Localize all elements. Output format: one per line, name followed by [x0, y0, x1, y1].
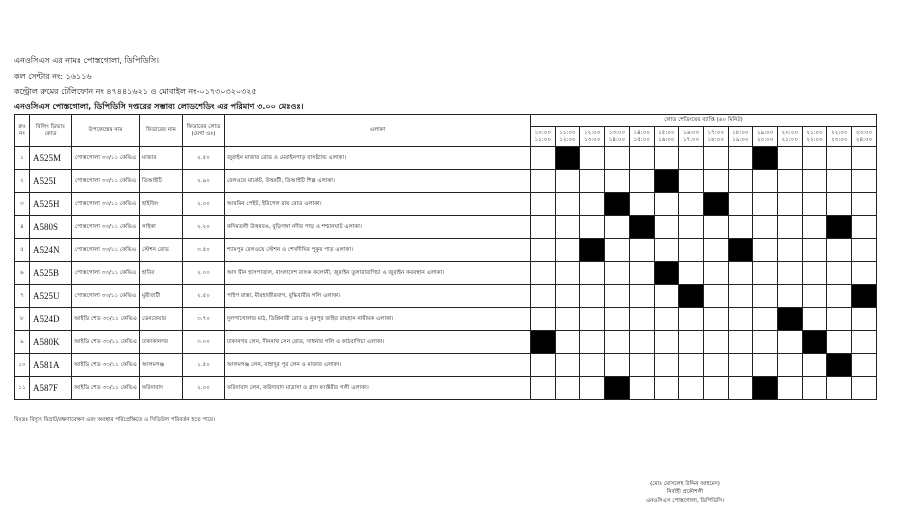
area-description: আরমিন পেইট, ইরিগেল রায় রোড এলাকা। [225, 193, 531, 216]
shed-slot-empty [605, 239, 630, 262]
shed-slot-active [827, 354, 852, 377]
shed-slot-active [703, 193, 728, 216]
shed-slot-empty [629, 170, 654, 193]
feeder-load: ২.০০ [183, 193, 225, 216]
shed-slot-empty [753, 262, 778, 285]
shed-slot-empty [531, 193, 556, 216]
shed-slot-active [580, 239, 605, 262]
shed-slot-empty [852, 377, 877, 400]
feeder-name: আলমগঞ্জ [140, 354, 183, 377]
slot-start: ১৫:০০ [658, 130, 675, 137]
row-serial: ৭ [15, 285, 30, 308]
slot-end: ১২:০০ [559, 136, 576, 143]
shed-slot-empty [753, 239, 778, 262]
slot-start: ১২:০০ [584, 130, 601, 137]
feeder-name: হাবিব [140, 262, 183, 285]
shed-slot-empty [555, 216, 580, 239]
feeder-name: মুরীতাটী [140, 285, 183, 308]
shed-slot-empty [778, 354, 803, 377]
shed-slot-empty [679, 147, 704, 170]
substation-name: আইডি শেড ৩৩/১১ কেভিএ [72, 377, 140, 400]
header-load: ফিডারের লোড (মেগা ওঃ) [183, 115, 225, 147]
feeder-load: ২.৫০ [183, 147, 225, 170]
slot-end: ২১:০০ [781, 136, 799, 143]
signatory-office: এনওসিএস পোস্তগোলা, ডিপিডিসি। [645, 497, 725, 504]
shed-slot-active [555, 147, 580, 170]
row-serial: ৫ [15, 239, 30, 262]
shed-slot-empty [802, 193, 827, 216]
shed-slot-empty [827, 285, 852, 308]
slot-start: ১৯:০০ [756, 130, 774, 137]
slot-end: ২৩:০০ [831, 136, 848, 143]
shed-slot-empty [753, 285, 778, 308]
time-slot-header [654, 127, 679, 147]
shed-slot-empty [852, 170, 877, 193]
area-description: দুলপাখোলার মাঠ, ডিপ্লিনারী রোড ও নুরপুর জহির রায়হান নামীমক এলাকা। [225, 308, 531, 331]
shed-slot-empty [703, 285, 728, 308]
shed-slot-empty [852, 193, 877, 216]
shed-slot-empty [531, 377, 556, 400]
shed-slot-empty [555, 239, 580, 262]
shed-slot-empty [728, 285, 753, 308]
shed-slot-empty [802, 308, 827, 331]
shed-slot-empty [654, 193, 679, 216]
shed-slot-empty [654, 308, 679, 331]
shed-slot-empty [580, 377, 605, 400]
shed-slot-empty [654, 216, 679, 239]
area-description: আদ দ্বীন হাসপাতাল, বাংলাদেশ ব্যাংক কলোনী, জুরাইন তুলারাবাগিচা ও জুরাইন কবরস্থান এলাকা। [225, 262, 531, 285]
table-row [15, 331, 877, 354]
header-code: বিলিং ডিভাঃ কোড [30, 115, 72, 147]
feeder-load: ২.২০ [183, 216, 225, 239]
shed-slot-empty [802, 239, 827, 262]
area-description: জুরাইন মাজার রোড ও মেরাইনপাড় বাসষ্ট্যান্ড এলাকা। [225, 147, 531, 170]
table-row [15, 170, 877, 193]
slot-end: ২৪:০০ [855, 136, 873, 143]
shed-slot-empty [654, 285, 679, 308]
billing-code: A525I [30, 170, 72, 193]
area-description: শ্যামপুর রেলওয়ে স্টেশন ও শেখদীঘির পুকুর পাড় এলাকা। [225, 239, 531, 262]
shed-slot-empty [703, 216, 728, 239]
shed-slot-empty [555, 331, 580, 354]
office-name: এনওসিএস এর নামঃ পোস্তগোলা, ডিপিডিসি। [14, 56, 160, 65]
shed-slot-empty [654, 354, 679, 377]
shed-slot-empty [827, 262, 852, 285]
shed-slot-empty [778, 193, 803, 216]
billing-code: A525B [30, 262, 72, 285]
area-description: রেলওয়ে মার্কেট, উত্তরটী, ডিআইটি শিল্প এলাকা। [225, 170, 531, 193]
call-center: কল সেন্টার নং: ১৬১১৬ [14, 72, 92, 81]
shed-slot-empty [605, 285, 630, 308]
shed-slot-empty [753, 308, 778, 331]
shed-slot-active [802, 331, 827, 354]
table-row [15, 262, 877, 285]
shed-slot-empty [629, 262, 654, 285]
shed-slot-active [654, 262, 679, 285]
footnote: বিঃদ্রঃ বিদ্যুৎ বিভ্রাট/রক্ষণাবেক্ষণ এবং অবস্থার পরিপ্রেক্ষিতে এ সিডিউল পরিবর্তন হতে পারে। [14, 417, 215, 423]
shed-slot-empty [629, 239, 654, 262]
substation-name: পোস্তগোলা ৩৩/১১ কেভিএ [72, 285, 140, 308]
time-slot-header [802, 127, 827, 147]
shed-slot-empty [703, 331, 728, 354]
slot-end: ২২:০০ [806, 136, 823, 143]
slot-end: ২০:০০ [756, 136, 774, 143]
shed-slot-empty [802, 354, 827, 377]
shed-slot-empty [629, 147, 654, 170]
shed-slot-empty [605, 308, 630, 331]
shed-slot-empty [629, 331, 654, 354]
signature-block [610, 480, 760, 505]
feeder-name: সাইকা [140, 216, 183, 239]
billing-code: A525M [30, 147, 72, 170]
shed-slot-active [605, 193, 630, 216]
shed-slot-empty [728, 216, 753, 239]
billing-code: A581A [30, 354, 72, 377]
slot-start: ১৪:০০ [633, 130, 650, 137]
shed-slot-empty [827, 239, 852, 262]
feeder-load: ২.৫০ [183, 285, 225, 308]
shed-slot-empty [555, 377, 580, 400]
row-serial: ১০ [15, 354, 30, 377]
slot-start: ২৩:০০ [855, 130, 873, 137]
header-area: এলাকা [225, 115, 531, 147]
feeder-load: ৩.৭০ [183, 308, 225, 331]
billing-code: A524D [30, 308, 72, 331]
substation-name: পোস্তগোলা ৩৩/১১ কেভিএ [72, 262, 140, 285]
shed-slot-empty [605, 147, 630, 170]
shed-slot-empty [728, 354, 753, 377]
substation-name: পোস্তগোলা ৩৩/১১ কেভিএ [72, 170, 140, 193]
signatory-title: নির্বাহী প্রকৌশলী [666, 489, 704, 496]
shed-slot-empty [728, 308, 753, 331]
shed-slot-empty [531, 216, 556, 239]
shed-slot-empty [580, 170, 605, 193]
feeder-name: ডেনফেয়ার [140, 308, 183, 331]
time-slot-header [531, 127, 556, 147]
shed-slot-empty [580, 193, 605, 216]
table-row [15, 147, 877, 170]
shed-slot-empty [852, 239, 877, 262]
shed-slot-empty [605, 262, 630, 285]
shed-slot-empty [703, 377, 728, 400]
shed-slot-empty [753, 331, 778, 354]
shed-slot-empty [778, 170, 803, 193]
substation-name: পোস্তগোলা ৩৩/১১ কেভিএ [72, 239, 140, 262]
shed-slot-empty [827, 147, 852, 170]
substation-name: আইডি শেড ৩৩/১১ কেভিএ [72, 308, 140, 331]
table-row [15, 285, 877, 308]
slot-start: ১৬:০০ [682, 130, 700, 137]
time-slot-header [605, 127, 630, 147]
time-slot-header [580, 127, 605, 147]
shed-slot-active [654, 170, 679, 193]
billing-code: A524N [30, 239, 72, 262]
shed-slot-empty [852, 354, 877, 377]
shed-slot-empty [605, 170, 630, 193]
feeder-name: ডিআইটি [140, 170, 183, 193]
shed-slot-empty [778, 377, 803, 400]
row-serial: ১১ [15, 377, 30, 400]
shed-slot-empty [679, 262, 704, 285]
billing-code: A587F [30, 377, 72, 400]
shed-slot-empty [555, 170, 580, 193]
row-serial: ২ [15, 170, 30, 193]
substation-name: পোস্তগোলা ৩৩/১১ কেভিএ [72, 147, 140, 170]
slot-end: ১৩:০০ [584, 136, 601, 143]
table-row [15, 239, 877, 262]
shed-slot-empty [778, 147, 803, 170]
shed-slot-empty [580, 331, 605, 354]
shed-slot-empty [827, 308, 852, 331]
shed-slot-empty [531, 147, 556, 170]
feeder-load: ২.০০ [183, 377, 225, 400]
shed-slot-empty [654, 147, 679, 170]
slot-start: ২০:০০ [781, 130, 799, 137]
shed-slot-empty [827, 377, 852, 400]
shed-slot-active [605, 377, 630, 400]
area-description: কদিমতলী উত্তরবঙ, বুড়িগঙ্গা নদীর পাড় ও শশ্মানঘাট এলাকা। [225, 216, 531, 239]
shed-slot-empty [802, 262, 827, 285]
shed-slot-empty [580, 216, 605, 239]
loadshedding-table [14, 114, 877, 400]
shed-slot-empty [679, 377, 704, 400]
table-row [15, 377, 877, 400]
shed-slot-active [852, 285, 877, 308]
shed-slot-empty [531, 170, 556, 193]
shed-slot-empty [778, 285, 803, 308]
header-feeder: ফিডারের নাম [140, 115, 183, 147]
shed-slot-empty [555, 285, 580, 308]
shed-slot-empty [555, 308, 580, 331]
slot-start: ১৮:০০ [732, 130, 749, 137]
shed-slot-active [753, 377, 778, 400]
shed-slot-empty [778, 216, 803, 239]
shed-slot-empty [629, 193, 654, 216]
shed-slot-empty [654, 239, 679, 262]
feeder-load: ২.৯০ [183, 170, 225, 193]
shed-slot-empty [802, 377, 827, 400]
time-slot-header [703, 127, 728, 147]
feeder-name: মাজার [140, 147, 183, 170]
shed-slot-empty [531, 354, 556, 377]
shed-slot-active [728, 239, 753, 262]
shed-slot-empty [753, 216, 778, 239]
shed-slot-empty [654, 377, 679, 400]
shed-slot-empty [728, 377, 753, 400]
shed-slot-empty [728, 170, 753, 193]
substation-name: আইডি শেড ৩৩/১১ কেভিএ [72, 331, 140, 354]
billing-code: A525H [30, 193, 72, 216]
feeder-name: হাইজিং [140, 193, 183, 216]
shed-slot-empty [679, 216, 704, 239]
shed-slot-empty [531, 285, 556, 308]
shed-slot-empty [679, 170, 704, 193]
shed-slot-empty [531, 308, 556, 331]
shed-slot-empty [679, 331, 704, 354]
shed-slot-empty [555, 262, 580, 285]
shed-slot-empty [802, 285, 827, 308]
shed-slot-active [753, 147, 778, 170]
area-description: ফরিদাবাদ লেন, ফরিদাবাদ মাদ্রাসা ও গ্লাস ফ্যাক্টরীর গলী এলাকা। [225, 377, 531, 400]
shed-slot-active [629, 216, 654, 239]
table-row [15, 193, 877, 216]
shed-slot-active [827, 216, 852, 239]
time-slot-header [778, 127, 803, 147]
shed-slot-empty [827, 170, 852, 193]
shed-slot-empty [531, 239, 556, 262]
substation-name: পোস্তগোলা ৩৩/১১ কেভিএ [72, 193, 140, 216]
shed-slot-empty [580, 354, 605, 377]
signatory-name: (মোঃ মোসলেহ উদ্দিন আহমেদ) [650, 481, 720, 487]
shed-slot-empty [580, 262, 605, 285]
time-slot-header [728, 127, 753, 147]
shed-slot-empty [605, 216, 630, 239]
shed-slot-empty [555, 193, 580, 216]
table-row [15, 216, 877, 239]
billing-code: A525U [30, 285, 72, 308]
feeder-load: ৩.৫০ [183, 239, 225, 262]
shed-slot-empty [778, 331, 803, 354]
feeder-name: স্টেশন রোড [140, 239, 183, 262]
shed-slot-empty [753, 354, 778, 377]
shed-slot-empty [679, 193, 704, 216]
shed-slot-empty [703, 147, 728, 170]
slot-end: ১৮:০০ [707, 136, 724, 143]
slot-start: ১১:০০ [559, 130, 576, 137]
shed-slot-empty [679, 239, 704, 262]
time-slot-header [753, 127, 778, 147]
shed-slot-empty [852, 331, 877, 354]
feeder-load: ৩.০০ [183, 331, 225, 354]
shed-slot-empty [728, 193, 753, 216]
shed-slot-empty [703, 239, 728, 262]
shed-slot-empty [580, 147, 605, 170]
shed-slot-empty [778, 239, 803, 262]
time-slot-header [555, 127, 580, 147]
control-room-phone: কন্ট্রোল রুমের টেলিফোন নং ৪৭৪৪১৬২১ ও মোবাইল নং-০১৭৩০৩২০৩২৫ [14, 87, 257, 96]
shed-slot-empty [852, 262, 877, 285]
feeder-name: ঢাকাকানগর [140, 331, 183, 354]
feeder-name: ফরিদাবাদ [140, 377, 183, 400]
shed-slot-empty [802, 216, 827, 239]
slot-end: ১৯:০০ [732, 136, 749, 143]
row-serial: ৯ [15, 331, 30, 354]
slot-start: ১৩:০০ [608, 130, 626, 137]
header-schedule: লোড শেডিংয়ের ব্যাপ্তি (৬০ মিনিট) [531, 115, 877, 127]
table-row [15, 354, 877, 377]
shed-slot-empty [728, 147, 753, 170]
header-substation: উপকেন্দ্রের নাম [72, 115, 140, 147]
row-serial: ৩ [15, 193, 30, 216]
slot-end: ১৪:০০ [608, 136, 626, 143]
shed-slot-empty [703, 308, 728, 331]
shed-slot-empty [629, 285, 654, 308]
header-sl: ক্রঃ নং [15, 115, 30, 147]
shed-slot-empty [753, 170, 778, 193]
feeder-load: ১.৫০ [183, 354, 225, 377]
billing-code: A580K [30, 331, 72, 354]
row-serial: ১ [15, 147, 30, 170]
shed-slot-empty [580, 285, 605, 308]
shed-slot-empty [852, 308, 877, 331]
shed-slot-empty [827, 331, 852, 354]
substation-name: পোস্তগোলা ৩৩/১১ কেভিএ [72, 216, 140, 239]
shed-slot-empty [654, 331, 679, 354]
slot-end: ১১:০০ [534, 136, 552, 143]
shed-slot-empty [605, 331, 630, 354]
time-slot-header [827, 127, 852, 147]
shed-slot-empty [753, 193, 778, 216]
row-serial: ৪ [15, 216, 30, 239]
billing-code: A580S [30, 216, 72, 239]
shed-slot-empty [778, 262, 803, 285]
shed-slot-active [531, 331, 556, 354]
shed-slot-empty [629, 354, 654, 377]
slot-start: ২১:০০ [806, 130, 823, 137]
shed-slot-active [679, 285, 704, 308]
table-row [15, 308, 877, 331]
row-serial: ৬ [15, 262, 30, 285]
slot-start: ২২:০০ [831, 130, 848, 137]
slot-end: ১৬:০০ [658, 136, 675, 143]
shed-slot-empty [629, 308, 654, 331]
feeder-load: ২.০০ [183, 262, 225, 285]
shed-slot-empty [703, 354, 728, 377]
shed-slot-empty [852, 216, 877, 239]
shed-slot-empty [728, 331, 753, 354]
slot-end: ১৫:০০ [633, 136, 650, 143]
area-description: আলমগঞ্জ লেন, বাহাদুর পুর লেন ও মাজার এলাকা। [225, 354, 531, 377]
shed-slot-empty [531, 262, 556, 285]
loadshedding-title: এনওসিএস পোস্তগোলা, ডিপিডিসি দপ্তরের সম্ভাব্য লোডশেডিং এর পরিমাণ ৩.০০ মেঃওঃ। [14, 102, 304, 111]
slot-end: ১৭:০০ [682, 136, 700, 143]
shed-slot-empty [703, 262, 728, 285]
shed-slot-empty [852, 147, 877, 170]
slot-start: ১০:০০ [534, 130, 552, 137]
row-serial: ৮ [15, 308, 30, 331]
shed-slot-empty [802, 170, 827, 193]
shed-slot-empty [679, 308, 704, 331]
shed-slot-empty [827, 193, 852, 216]
time-slot-header [852, 127, 877, 147]
shed-slot-empty [728, 262, 753, 285]
shed-slot-active [778, 308, 803, 331]
time-slot-header [679, 127, 704, 147]
area-description: পাইপ রাস্তা, মীরহাজীরবাগ, বুদ্ধিবারীর গলি এলাকা। [225, 285, 531, 308]
area-description: ঢাকানগর লেন, দীননাথ সেন রোড, সাধনার গলি ও কাঠবাগিচা এলাকা। [225, 331, 531, 354]
shed-slot-empty [802, 147, 827, 170]
shed-slot-empty [703, 170, 728, 193]
substation-name: আইডি শেড ৩৩/১১ কেভিএ [72, 354, 140, 377]
shed-slot-empty [679, 354, 704, 377]
shed-slot-empty [580, 308, 605, 331]
slot-start: ১৭:০০ [707, 130, 724, 137]
time-slot-header [629, 127, 654, 147]
shed-slot-empty [605, 354, 630, 377]
shed-slot-empty [555, 354, 580, 377]
shed-slot-empty [629, 377, 654, 400]
